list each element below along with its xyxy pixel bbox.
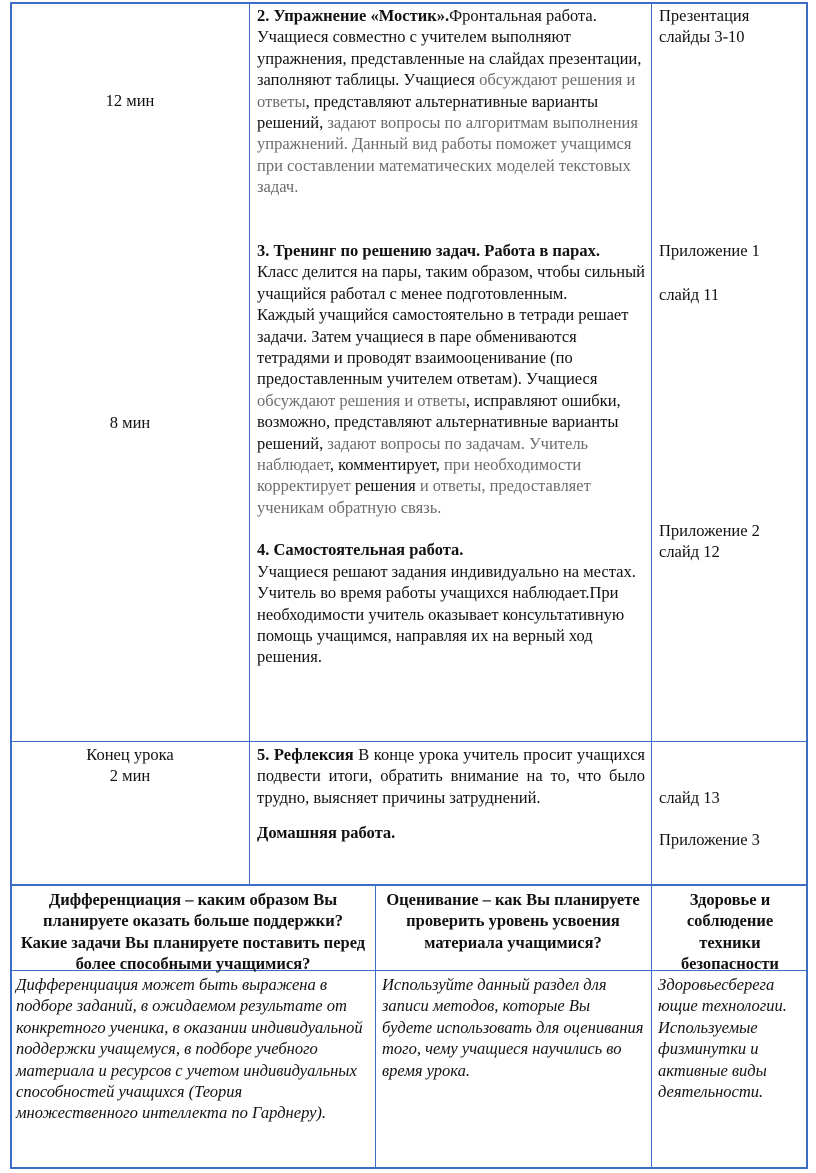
row1-body-b: обсуждают решения и ответы [257,70,636,111]
section5-text: В конце урока учитель просит учащихся подвести итоги, обратить внимание на то, что было трудно, выясняет причины затруднений. [257,745,645,807]
row2-activity [257,240,645,668]
section3-paragraph1: Класс делится на пары, таким образом, чтобы сильный учащийся работал с менее подготовленным. [257,262,645,303]
section3-title: 3. Тренинг по решению задач. Работа в парах. [257,241,600,260]
section5-title: 5. Рефлексия [257,745,354,764]
row3-time [11,744,249,787]
divider-footer-col1 [375,884,376,1169]
section3-p2b: обсуждают решения и ответы [257,390,466,410]
row3-time-line1: Конец урока [86,745,174,764]
row1-title: 2. Упражнение «Мостик». [257,6,450,25]
footer-header-differentiation: Дифференциация – каким образом Вы планируете оказать больше поддержки? Какие задачи Вы планируете поставить перед более способными учащимися? [20,890,366,974]
row1-body-d: задают вопросы по алгоритмам выполнения упражнений. Данный вид работы поможет учащимся при составлении математических моделей текстовых задач. [257,113,638,197]
row1-lead: Фронтальная работа. [449,6,597,25]
row1-activity [257,5,645,198]
row1-resource: Презентация слайды 3-10 [659,6,750,47]
row3-time-line2: 2 мин [109,766,151,786]
row2-resource-1: Приложение 1 [659,241,760,260]
section3-p2f: при необходимости корректирует [257,455,582,496]
row1-body-c: , представляют альтернативные варианты решений, [257,91,599,133]
row3-activity [257,744,645,844]
section3-p2g: решения [354,476,416,496]
row2-resource-2: слайд 11 [659,285,720,304]
section4-text: Учащиеся решают задания индивидуально на местах. Учитель во время работы учащихся наблюдает.При необходимости учитель оказывает консультативную помощь учащимся, направляя их на верный ход решения. [257,561,636,667]
row3-resource-2: Приложение 3 [659,830,760,849]
row1-time: 12 мин [105,91,155,110]
section3-p2a: Каждый учащийся самостоятельно в тетради решает задачи. Затем учащиеся в паре обмениваются тетрадями и проводят взаимооценивание (по предоставленным учителем ответам). Учащиеся [257,305,629,389]
section3-p2d: задают вопросы по задачам. Учитель наблюдает [257,433,589,475]
footer-header-assessment: Оценивание – как Вы планируете проверить уровень усвоения материала учащимися? [386,890,640,952]
row2-time: 8 мин [109,413,151,432]
row2-resource-3: Приложение 2 слайд 12 [659,521,760,562]
divider-footer [10,884,808,886]
footer-content-health: Здоровьесберега ющие технологии. Используемые физминутки и активные виды деятельности. [658,975,787,1102]
divider-row-3 [10,741,808,742]
divider-resource-col [651,2,652,885]
section3-p2c: , исправляют ошибки, возможно, представляют альтернативные варианты решений, [257,390,621,453]
footer-header-health: Здоровье и соблюдение техники безопасности [681,890,779,974]
row3-resource-1: слайд 13 [659,788,720,807]
footer-content-differentiation: Дифференциация может быть выражена в подборе заданий, в ожидаемом результате от конкретного ученика, в оказании индивидуальной поддержки учащемуся, в подборе учебного материала и ресурсов с учетом индивидуальных способностей учащихся (Теория множественного интеллекта по Гарднеру). [16,975,363,1123]
footer-content-assessment: Используйте данный раздел для записи методов, которые Вы будете использовать для оценивания того, чему учащиеся научились во время урока. [382,975,644,1080]
homework-label: Домашняя работа. [257,823,396,843]
divider-time-col [249,2,250,885]
section3-p2e: , комментирует, [329,455,440,475]
section4-title: 4. Самостоятельная работа. [257,540,464,560]
row1-body-a: Учащиеся совместно с учителем выполняют упражнения, представленные на слайдах презентации, заполняют таблицы. Учащиеся [257,27,642,90]
divider-footer-col2 [651,884,652,1169]
section3-p2h: и ответы, предоставляет ученикам обратную связь. [257,476,591,517]
